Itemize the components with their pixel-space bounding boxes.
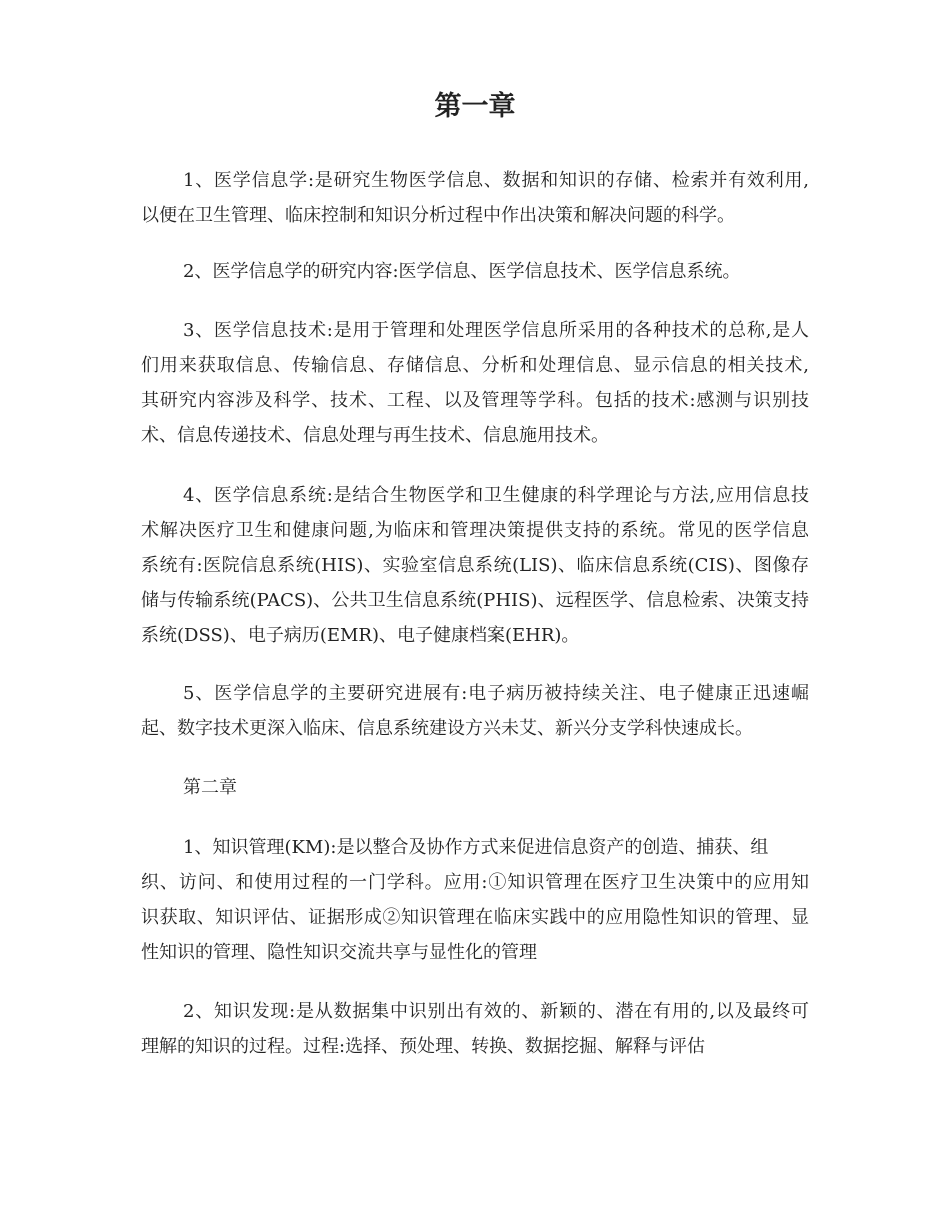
text-line: 3、医学信息技术:是用于管理和处理医学信息所采用的各种技术的总称,是人 [183, 320, 809, 341]
paragraph-information-systems [141, 478, 809, 653]
paragraph-research-progress [141, 676, 809, 746]
text-line: 4、医学信息系统:是结合生物医学和卫生健康的科学理论与方法,应用信息技 [183, 485, 809, 506]
chapter-two-heading [141, 770, 809, 805]
paragraph-information-technology [141, 313, 809, 453]
text-line: 第二章 [183, 777, 237, 798]
text-line: 起、数字技术更深入临床、信息系统建设方兴未艾、新兴分支学科快速成长。 [141, 718, 753, 739]
text-line: 们用来获取信息、传输信息、存储信息、分析和处理信息、显示信息的相关技术, [141, 355, 809, 376]
text-line: 理解的知识的过程。过程:选择、预处理、转换、数据挖掘、解释与评估 [141, 1036, 706, 1057]
text-line: 系统(DSS)、电子病历(EMR)、电子健康档案(EHR)。 [141, 625, 580, 646]
text-line: 识获取、知识评估、证据形成②知识管理在临床实践中的应用隐性知识的管理、显 [141, 907, 809, 928]
text-line: 储与传输系统(PACS)、公共卫生信息系统(PHIS)、远程医学、信息检索、决策支持 [141, 590, 809, 611]
text-line: 术解决医疗卫生和健康问题,为临床和管理决策提供支持的系统。常见的医学信息 [141, 520, 809, 541]
text-line: 术、信息传递技术、信息处理与再生技术、信息施用技术。 [141, 425, 609, 446]
text-line: 其研究内容涉及科学、技术、工程、以及管理等学科。包括的技术:感测与识别技 [141, 390, 809, 411]
text-line: 2、医学信息学的研究内容:医学信息、医学信息技术、医学信息系统。 [183, 261, 741, 282]
text-line: 5、医学信息学的主要研究进展有:电子病历被持续关注、电子健康正迅速崛 [183, 683, 809, 704]
text-line: 2、知识发现:是从数据集中识别出有效的、新颖的、潜在有用的,以及最终可 [183, 1001, 809, 1022]
text-line: 性知识的管理、隐性知识交流共享与显性化的管理 [141, 942, 537, 963]
paragraph-knowledge-management [141, 830, 809, 970]
paragraph-knowledge-discovery [141, 994, 809, 1064]
paragraph-medical-informatics [141, 163, 809, 233]
text-line: 1、医学信息学:是研究生物医学信息、数据和知识的存储、检索并有效利用, [183, 170, 809, 191]
text-line: 系统有:医院信息系统(HIS)、实验室信息系统(LIS)、临床信息系统(CIS)、图像存 [141, 555, 809, 576]
paragraph-research-content [141, 254, 809, 289]
text-line: 织、访问、和使用过程的一门学科。应用:①知识管理在医疗卫生决策中的应用知 [141, 872, 809, 893]
chapter-title: 第一章 [434, 91, 516, 122]
text-line: 1、知识管理(KM):是以整合及协作方式来促进信息资产的创造、捕获、组 [183, 837, 769, 858]
text-line: 以便在卫生管理、临床控制和知识分析过程中作出决策和解决问题的科学。 [141, 205, 735, 226]
